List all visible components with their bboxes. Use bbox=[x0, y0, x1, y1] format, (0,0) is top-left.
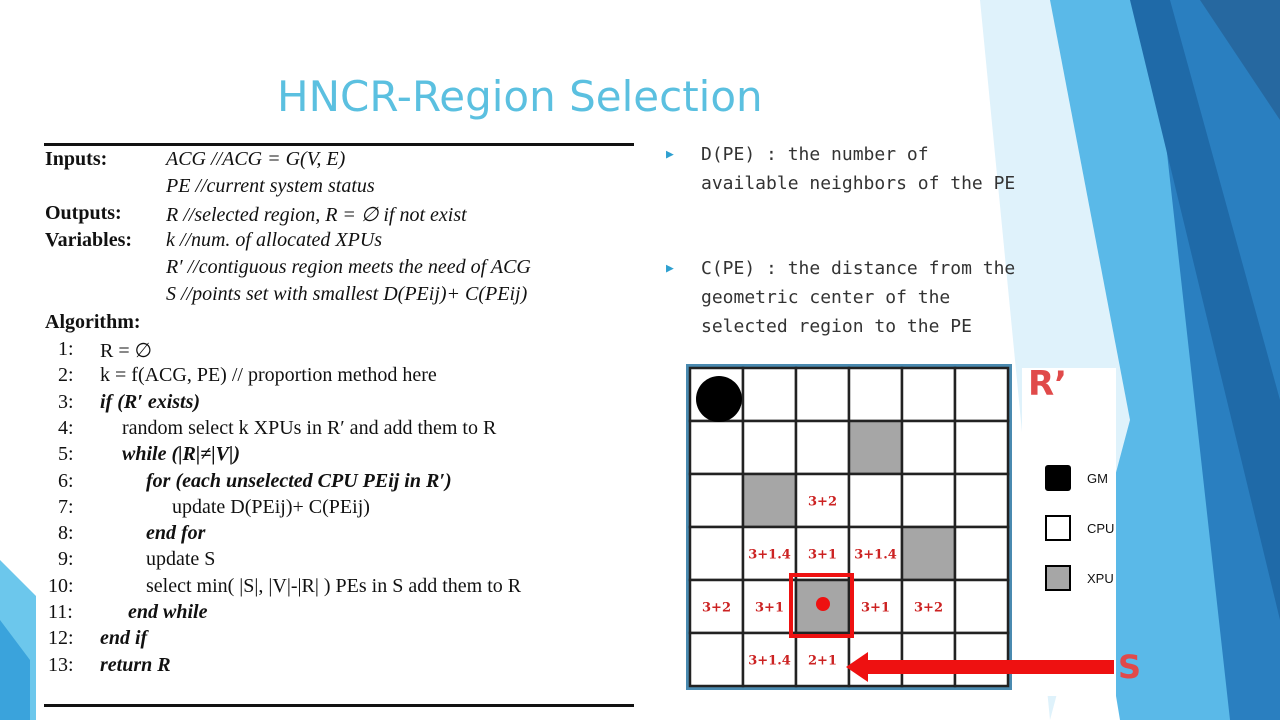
step-number: 3: bbox=[58, 390, 74, 413]
header-text: k //num. of allocated XPUs bbox=[166, 229, 383, 251]
header-label: Inputs: bbox=[45, 148, 108, 170]
grid-cell bbox=[743, 368, 796, 421]
arrow-bullet-icon: ▶ bbox=[666, 261, 674, 276]
grid-cell bbox=[796, 368, 849, 421]
step-number: 1: bbox=[58, 338, 74, 360]
step-text: for (each unselected CPU PEij in R′) bbox=[146, 469, 452, 492]
cell-cost-label: 2+1 bbox=[808, 653, 837, 669]
step-text: R = ∅ bbox=[100, 340, 153, 362]
cell-cost-label: 3+1.4 bbox=[748, 547, 791, 563]
header-text: PE //current system status bbox=[166, 175, 375, 197]
grid-cell bbox=[902, 421, 955, 474]
center-point-icon bbox=[816, 597, 830, 611]
s-label: S bbox=[1118, 648, 1142, 686]
step-text: return R bbox=[100, 653, 171, 676]
grid-cell bbox=[955, 580, 1008, 633]
step-text: while (|R|≠|V|) bbox=[122, 443, 241, 466]
step-number: 9: bbox=[58, 548, 74, 571]
grid-cell bbox=[849, 474, 902, 527]
xpu-legend-icon bbox=[1046, 566, 1070, 590]
step-text: update D(PEij)+ C(PEij) bbox=[172, 495, 370, 518]
grid-cell bbox=[690, 633, 743, 686]
step-number: 10: bbox=[48, 574, 74, 597]
bullet-text: C(PE) : the distance from the geometric center of the selected region to the PE bbox=[701, 258, 1016, 337]
page-title: HNCR-Region Selection bbox=[277, 72, 763, 121]
step-text: random select k XPUs in R′ and add them to R bbox=[122, 416, 497, 439]
grid-cell bbox=[955, 633, 1008, 686]
step-text: update S bbox=[146, 548, 216, 571]
grid-cell bbox=[796, 421, 849, 474]
cell-cost-label: 3+2 bbox=[702, 600, 731, 616]
gm-node-icon bbox=[696, 376, 742, 422]
step-number: 7: bbox=[58, 495, 74, 518]
grid-cell bbox=[902, 633, 955, 686]
xpu-legend-label: XPU bbox=[1087, 571, 1114, 586]
grid-cell bbox=[902, 527, 955, 580]
grid-cell bbox=[690, 474, 743, 527]
step-number: 2: bbox=[58, 364, 74, 387]
r-prime-label: R’ bbox=[1028, 364, 1068, 404]
cell-cost-label: 3+1 bbox=[861, 600, 890, 616]
grid-cell bbox=[955, 474, 1008, 527]
grid-cell bbox=[690, 527, 743, 580]
grid-cell bbox=[902, 474, 955, 527]
grid-cell bbox=[902, 368, 955, 421]
step-number: 8: bbox=[58, 522, 74, 545]
step-text: end while bbox=[128, 601, 208, 623]
step-number: 11: bbox=[48, 601, 73, 623]
arrow-bullet-icon: ▶ bbox=[666, 147, 674, 162]
header-text: ACG //ACG = G(V, E) bbox=[166, 148, 346, 170]
step-number: 4: bbox=[58, 416, 74, 439]
cell-cost-label: 3+1.4 bbox=[748, 653, 791, 669]
header-text: R′ //contiguous region meets the need of ACG bbox=[166, 256, 531, 278]
header-text: S //points set with smallest D(PEij)+ C(PEij) bbox=[166, 283, 528, 305]
grid-cell bbox=[849, 368, 902, 421]
grid-cell bbox=[743, 474, 796, 527]
cell-cost-label: 3+2 bbox=[914, 600, 943, 616]
gm-legend-label: GM bbox=[1087, 471, 1108, 486]
step-number: 6: bbox=[58, 469, 74, 492]
cell-cost-label: 3+1 bbox=[755, 600, 784, 616]
header-label: Outputs: bbox=[45, 202, 122, 224]
arrow-shaft bbox=[862, 660, 1114, 674]
grid-cell bbox=[849, 421, 902, 474]
cpu-legend-label: CPU bbox=[1087, 521, 1115, 536]
cell-cost-label: 3+1 bbox=[808, 547, 837, 563]
header-label: Variables: bbox=[45, 229, 133, 251]
step-text: end if bbox=[100, 627, 148, 650]
grid-cell bbox=[743, 421, 796, 474]
step-text: select min( |S|, |V|-|R| ) PEs in S add them to R bbox=[146, 574, 522, 597]
bullet-text: D(PE) : the number of available neighbors of the PE bbox=[701, 144, 1016, 194]
algorithm-label: Algorithm: bbox=[45, 311, 141, 333]
step-text: end for bbox=[146, 522, 206, 545]
grid-cell bbox=[849, 633, 902, 686]
cell-cost-label: 3+2 bbox=[808, 494, 837, 510]
header-text: R //selected region, R = ∅ if not exist bbox=[166, 204, 467, 226]
cell-cost-label: 3+1.4 bbox=[854, 547, 897, 563]
step-number: 13: bbox=[48, 653, 74, 676]
gm-legend-icon bbox=[1046, 466, 1070, 490]
grid-cell bbox=[955, 527, 1008, 580]
step-number: 12: bbox=[48, 627, 74, 650]
step-text: k = f(ACG, PE) // proportion method here bbox=[100, 364, 437, 387]
cpu-legend-icon bbox=[1046, 516, 1070, 540]
grid-cell bbox=[690, 421, 743, 474]
grid-cell bbox=[955, 421, 1008, 474]
step-number: 5: bbox=[58, 443, 74, 466]
grid-cell bbox=[955, 368, 1008, 421]
step-text: if (R′ exists) bbox=[100, 390, 201, 413]
